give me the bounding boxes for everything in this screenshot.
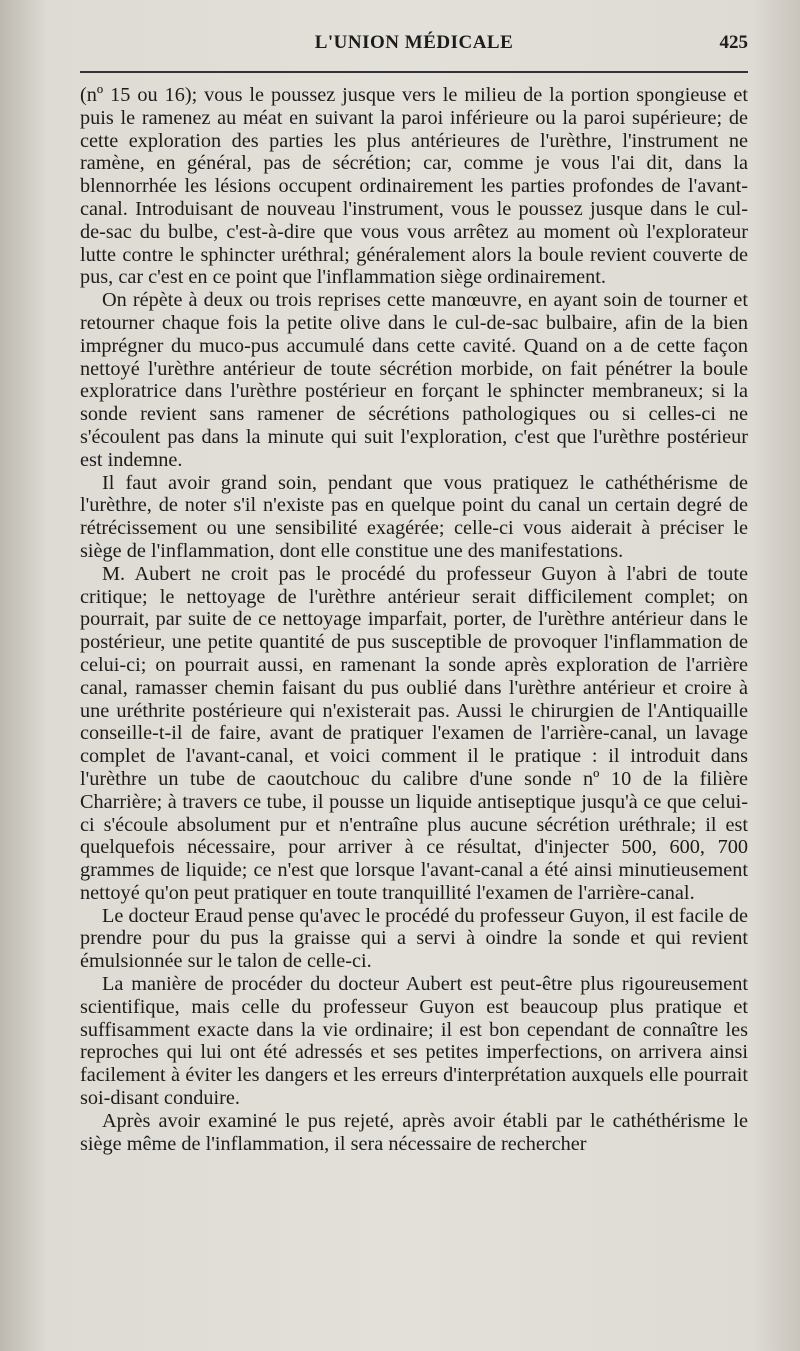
paragraph-continuation: (nº 15 ou 16); vous le poussez jusque vers le milieu de la portion spongieuse et puis le ramenez au méat en suivant la paroi inférieure ou la paroi supérieure; de cette exploration des parties les plus antérieures de l'urèthre, l'instrument ne ramène, en général, pas de sécrétion; car, comme je vous l'ai dit, dans la blennorrhée les lésions occupent ordinairement les parties profondes de l'avant-canal. Introduisant de nouveau l'instrument, vous le poussez jusque dans le cul-de-sac du bulbe, c'est-à-dire que vous vous arrêtez au moment où l'explorateur lutte contre le sphincter uréthral; généralement alors la boule revient couverte de pus, car c'est en ce point que l'inflammation siège ordinairement.	[80, 84, 748, 289]
paragraph-catheterism: Il faut avoir grand soin, pendant que vous pratiquez le cathéthérisme de l'urèthre, de noter s'il n'existe pas en quelque point du canal un certain degré de rétrécissement ou une sensibilité exagérée; celle-ci vous aiderait à préciser le siège de l'inflammation, dont elle constitue une des manifestations.	[80, 471, 748, 562]
body-text	[80, 84, 748, 1155]
paragraph-eraud: Le docteur Eraud pense qu'avec le procédé du professeur Guyon, il est facile de prendre pour du pus la graisse qui a servi à oindre la sonde et qui revient émulsionnée sur le talon de celle-ci.	[80, 904, 748, 973]
paragraph-repetition: On répète à deux ou trois reprises cette manœuvre, en ayant soin de tourner et retourner chaque fois la petite olive dans le cul-de-sac bulbaire, afin de la bien imprégner du muco-pus accumulé dans cette cavité. Quand on a de cette façon nettoyé l'urèthre antérieur de toute sécrétion morbide, on fait pénétrer la boule exploratrice dans l'urèthre postérieur en forçant le sphincter membraneux; si la sonde revient sans ramener de sécrétions pathologiques ou si celles-ci ne s'écoulent pas dans la minute qui suit l'exploration, c'est que l'urèthre postérieur est indemne.	[80, 289, 748, 471]
running-title: L'UNION MÉDICALE	[314, 32, 514, 53]
paragraph-aubert-critique: M. Aubert ne croit pas le procédé du professeur Guyon à l'abri de toute critique; le nettoyage de l'urèthre antérieur serait difficilement complet; on pourrait, par suite de ce nettoyage imparfait, porter, de l'urèthre antérieur dans le postérieur, une petite quantité de pus susceptible de provoquer l'inflammation de celui-ci; on pourrait aussi, en ramenant la sonde après exploration de l'arrière canal, ramasser chemin faisant du pus oublié dans l'urèthre antérieur et croire à une uréthrite postérieure qui n'existerait pas. Aussi le chirurgien de l'Antiquaille conseille-t-il de faire, avant de pratiquer l'examen de l'arrière-canal, un lavage complet de l'avant-canal, et voici comment il le pratique : il introduit dans l'urèthre un tube de caoutchouc du calibre d'une sonde nº 10 de la filière Charrière; à travers ce tube, il pousse un liquide antiseptique jusqu'à ce que celui-ci s'écoule absolument pur et n'entraîne plus aucune sécrétion uréthrale; il est quelquefois nécessaire, pour arriver à ce résultat, d'injecter 500, 600, 700 grammes de liquide; ce n'est que lorsque l'avant-canal a été ainsi minutieusement nettoyé qu'on peut pratiquer en toute tranquillité l'examen de l'arrière-canal.	[80, 562, 748, 904]
page-number: 425	[719, 32, 748, 53]
paragraph-comparison: La manière de procéder du docteur Aubert est peut-être plus rigoureusement scientifique, mais celle du professeur Guyon est beaucoup plus pratique et suffisamment exacte dans la vie ordinaire; il est bon cependant de connaître les reproches qui lui ont été adressés et ses petites imperfections, on arrivera ainsi facilement à éviter les dangers et les erreurs d'interprétation auxquels elle pourrait soi-disant conduire.	[80, 973, 748, 1110]
paragraph-final: Après avoir examiné le pus rejeté, après avoir établi par le cathéthérisme le siège même de l'inflammation, il sera nécessaire de rechercher	[80, 1109, 748, 1155]
header-rule	[80, 71, 748, 73]
page-header	[80, 28, 748, 62]
